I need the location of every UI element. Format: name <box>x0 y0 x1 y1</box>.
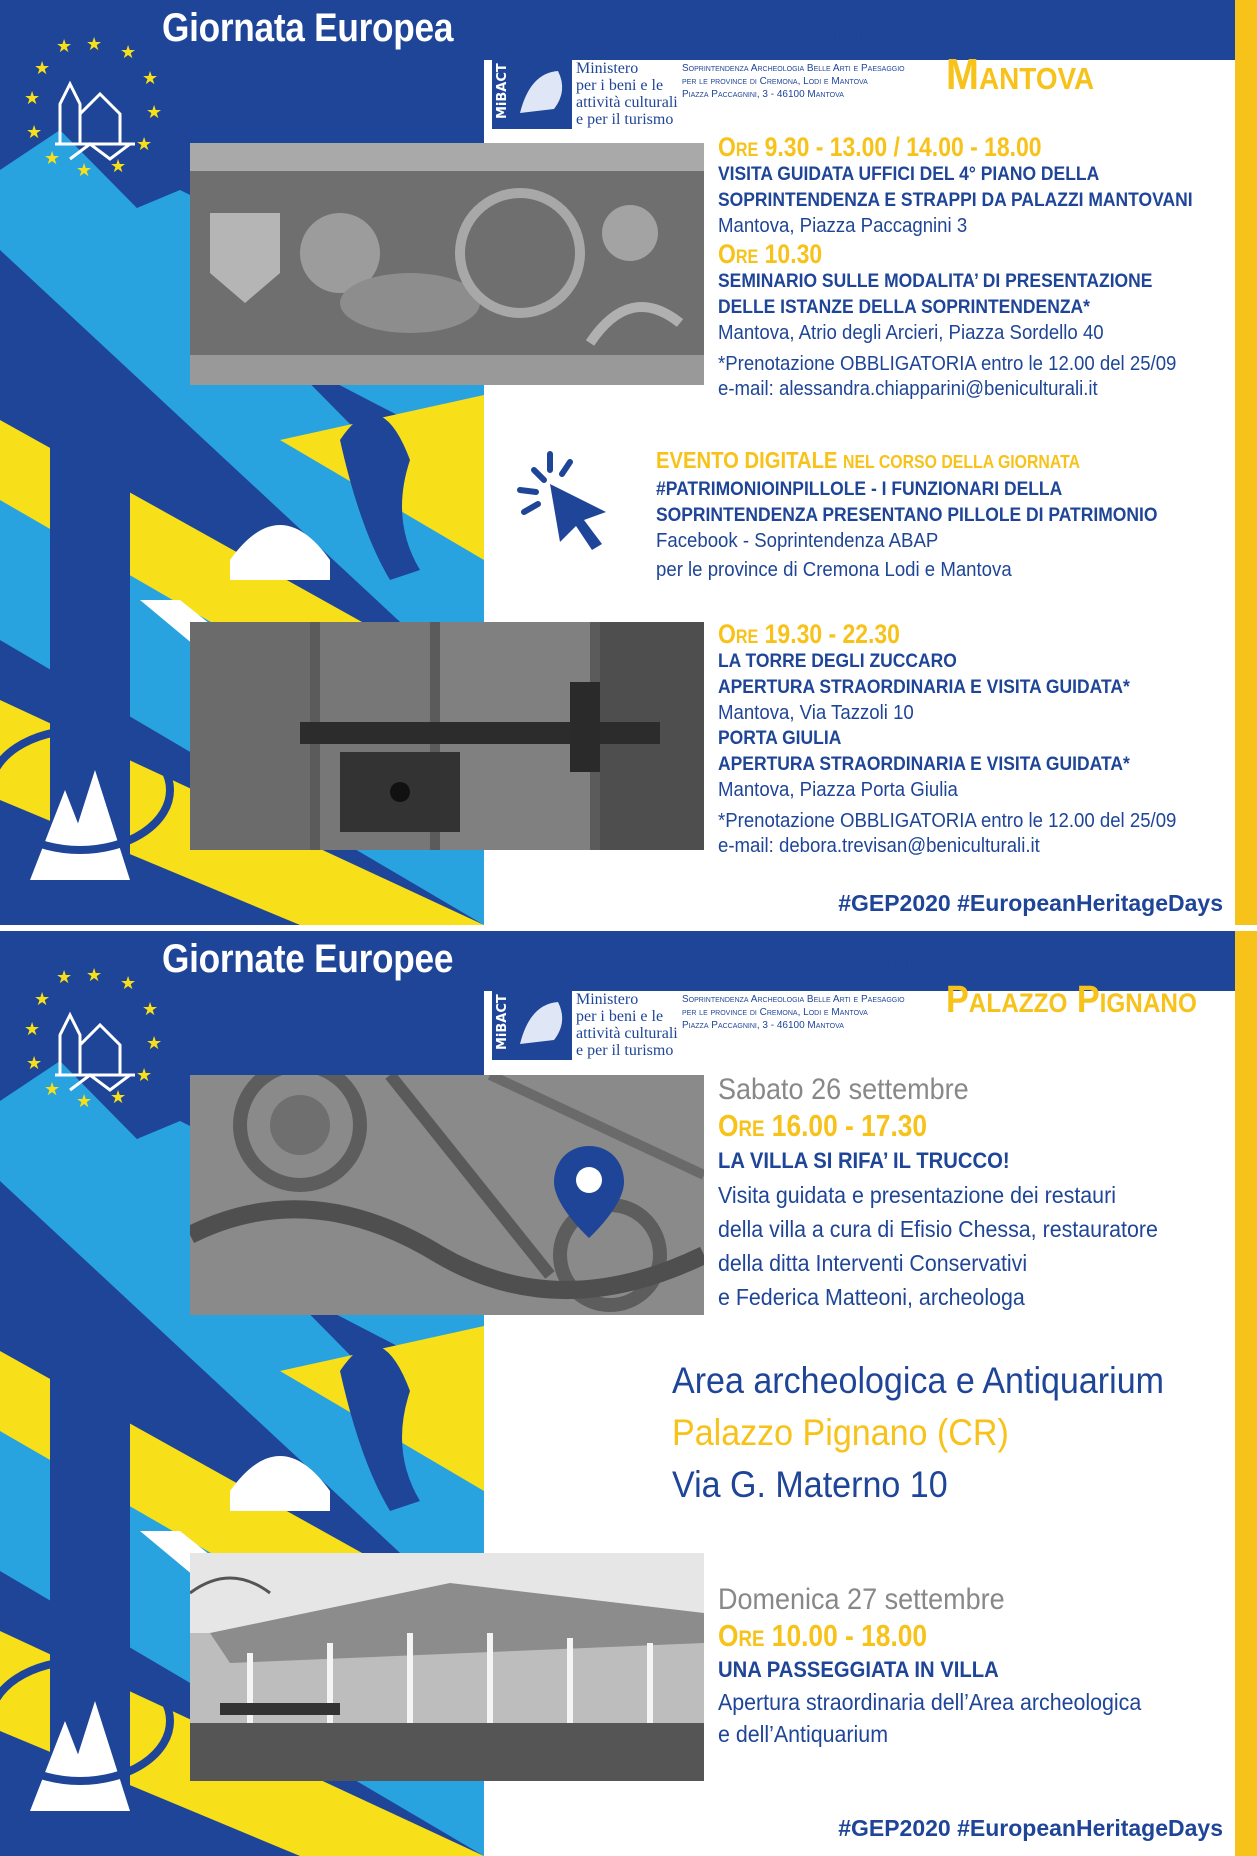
svg-text:★: ★ <box>76 160 93 181</box>
event-title: SOPRINTENDENZA E STRAPPI DA PALAZZI MANTOVANI <box>718 190 1193 211</box>
poster-palazzo-pignano <box>0 931 1257 1856</box>
photo-fresco-relief <box>190 143 704 385</box>
right-accent-bar <box>1235 931 1257 1856</box>
ministry-line: e per il turismo <box>576 111 674 128</box>
cursor-click-icon <box>510 450 630 550</box>
soprintendenza-address <box>682 993 905 1032</box>
event-day: Sabato 26 settembre <box>718 1073 969 1106</box>
event-block-sunday <box>718 1582 1238 1750</box>
eu-stars-logo <box>20 34 170 184</box>
svg-text:★: ★ <box>44 148 61 169</box>
svg-text:★: ★ <box>26 122 43 143</box>
ministry-line: attività culturali <box>576 94 678 111</box>
title-part2: del Patrimonio 26-27 settembre 2020 <box>453 937 1055 981</box>
event-time: Ore 10.00 - 18.00 <box>718 1618 928 1653</box>
ministry-line: e per il turismo <box>576 1042 674 1059</box>
svg-text:★: ★ <box>110 1087 127 1108</box>
svg-text:★: ★ <box>86 965 103 986</box>
page-title <box>162 4 1004 52</box>
title-part1: Giornata Europea <box>162 6 454 50</box>
sopr-line: Piazza Paccagnini, 3 - 46100 Mantova <box>682 89 844 100</box>
svg-text:★: ★ <box>24 1019 41 1040</box>
event-location: Mantova, Atrio degli Arcieri, Piazza Sordello 40 <box>718 322 1104 344</box>
address-line: Area archeologica e Antiquarium <box>672 1360 1164 1401</box>
event-block-1 <box>718 132 1238 402</box>
svg-text:★: ★ <box>34 989 51 1010</box>
title-part1: Giornate Europee <box>162 937 454 981</box>
event-title: APERTURA STRAORDINARIA E VISITA GUIDATA* <box>718 677 1130 698</box>
poster-mantova <box>0 0 1257 925</box>
event-title: UNA PASSEGGIATA IN VILLA <box>718 1657 999 1682</box>
digital-line: Facebook - Soprintendenza ABAP <box>656 530 939 552</box>
photo-door-lock <box>190 622 704 850</box>
event-time: Ore 16.00 - 17.30 <box>718 1108 928 1143</box>
hashtag: #GEP2020 #EuropeanHeritageDays <box>838 1815 1223 1841</box>
ministry-line: per i beni e le <box>576 77 664 94</box>
svg-text:MiBACT: MiBACT <box>495 994 510 1050</box>
svg-text:★: ★ <box>76 1091 93 1112</box>
contact-email: e-mail: debora.trevisan@beniculturali.it <box>718 835 1040 857</box>
svg-text:★: ★ <box>136 1065 153 1086</box>
page-title <box>162 935 1054 983</box>
sopr-line: Soprintendenza Archeologia Belle Arti e Paesaggio <box>682 994 905 1005</box>
event-location: Mantova, Via Tazzoli 10 <box>718 702 914 724</box>
svg-text:★: ★ <box>142 68 159 89</box>
svg-text:★: ★ <box>146 1033 163 1054</box>
svg-text:★: ★ <box>86 34 103 55</box>
digital-title: EVENTO DIGITALE <box>656 447 838 473</box>
digital-line: #PATRIMONIOINPILLOLE - I FUNZIONARI DELLA <box>656 479 1063 500</box>
right-accent-bar <box>1235 0 1257 925</box>
mibact-logo-icon <box>492 984 572 1060</box>
event-description-line: Apertura straordinaria dell’Area archeologica <box>718 1689 1142 1715</box>
address-line: Palazzo Pignano (CR) <box>672 1412 1009 1453</box>
svg-text:★: ★ <box>142 999 159 1020</box>
sopr-line: per le province di Cremona, Lodi e Mantova <box>682 76 868 87</box>
ministry-line: Ministero <box>576 991 639 1008</box>
event-title: LA VILLA SI RIFA’ IL TRUCCO! <box>718 1148 1010 1173</box>
soprintendenza-address <box>682 62 905 101</box>
event-title: DELLE ISTANZE DELLA SOPRINTENDENZA* <box>718 297 1090 318</box>
event-location: Mantova, Piazza Paccagnini 3 <box>718 215 968 237</box>
svg-text:★: ★ <box>146 102 163 123</box>
map-pin-icon <box>552 1144 626 1240</box>
svg-text:★: ★ <box>56 967 73 988</box>
sopr-line: per le province di Cremona, Lodi e Mantova <box>682 1007 868 1018</box>
digital-subtitle: NEL CORSO DELLA GIORNATA <box>843 452 1081 472</box>
title-part2: del Patrimonio 26 settembre 2020 <box>453 6 1005 50</box>
svg-text:MiBACT: MiBACT <box>495 63 510 119</box>
address-line: Via G. Materno 10 <box>672 1464 948 1505</box>
ministry-line: attività culturali <box>576 1025 678 1042</box>
booking-note: *Prenotazione OBBLIGATORIA entro le 12.00 del 25/09 <box>718 353 1177 375</box>
svg-text:★: ★ <box>120 973 137 994</box>
event-title: APERTURA STRAORDINARIA E VISITA GUIDATA* <box>718 754 1130 775</box>
svg-text:★: ★ <box>34 58 51 79</box>
ministry-name <box>576 60 678 128</box>
event-title: LA TORRE DEGLI ZUCCARO <box>718 651 957 672</box>
event-title: SEMINARIO SULLE MODALITA’ DI PRESENTAZIONE <box>718 271 1153 292</box>
event-description-line: e Federica Matteoni, archeologa <box>718 1284 1025 1310</box>
svg-text:★: ★ <box>110 156 127 177</box>
place-name: Palazzo Pignano <box>946 979 1197 1021</box>
site-address <box>672 1355 1164 1511</box>
svg-text:★: ★ <box>24 88 41 109</box>
event-time: Ore 9.30 - 13.00 / 14.00 - 18.00 <box>718 132 1042 162</box>
ministry-line: Ministero <box>576 60 639 77</box>
svg-text:★: ★ <box>44 1079 61 1100</box>
event-time: Ore 19.30 - 22.30 <box>718 619 900 649</box>
digital-line: SOPRINTENDENZA PRESENTANO PILLOLE DI PATRIMONIO <box>656 505 1158 526</box>
event-description-line: e dell’Antiquarium <box>718 1721 889 1747</box>
booking-note: *Prenotazione OBBLIGATORIA entro le 12.00 del 25/09 <box>718 810 1177 832</box>
place-name: Mantova <box>946 50 1095 99</box>
event-description-line: della ditta Interventi Conservativi <box>718 1250 1028 1276</box>
event-time: Ore 10.30 <box>718 239 823 269</box>
event-day: Domenica 27 settembre <box>718 1583 1005 1616</box>
event-location: Mantova, Piazza Porta Giulia <box>718 779 958 801</box>
digital-line: per le province di Cremona Lodi e Mantova <box>656 559 1012 581</box>
sopr-line: Soprintendenza Archeologia Belle Arti e Paesaggio <box>682 63 905 74</box>
svg-text:★: ★ <box>56 36 73 57</box>
photo-archaeological-area <box>190 1553 704 1781</box>
svg-text:★: ★ <box>120 42 137 63</box>
hashtag: #GEP2020 #EuropeanHeritageDays <box>838 890 1223 916</box>
event-block-2 <box>718 619 1238 859</box>
event-description-line: della villa a cura di Efisio Chessa, restauratore <box>718 1216 1158 1242</box>
event-description-line: Visita guidata e presentazione dei restauri <box>718 1182 1116 1208</box>
event-title: VISITA GUIDATA UFFICI DEL 4° PIANO DELLA <box>718 164 1100 185</box>
contact-email: e-mail: alessandra.chiapparini@beniculturali.it <box>718 378 1098 400</box>
ministry-name <box>576 991 678 1059</box>
svg-text:★: ★ <box>136 134 153 155</box>
sopr-line: Piazza Paccagnini, 3 - 46100 Mantova <box>682 1020 844 1031</box>
event-block-saturday <box>718 1072 1238 1314</box>
event-title: PORTA GIULIA <box>718 728 842 749</box>
photo-mosaic <box>190 1075 704 1315</box>
eu-stars-logo <box>20 965 170 1115</box>
ministry-line: per i beni e le <box>576 1008 664 1025</box>
mibact-logo-icon <box>492 53 572 129</box>
digital-event-block <box>656 445 1201 583</box>
svg-text:★: ★ <box>26 1053 43 1074</box>
